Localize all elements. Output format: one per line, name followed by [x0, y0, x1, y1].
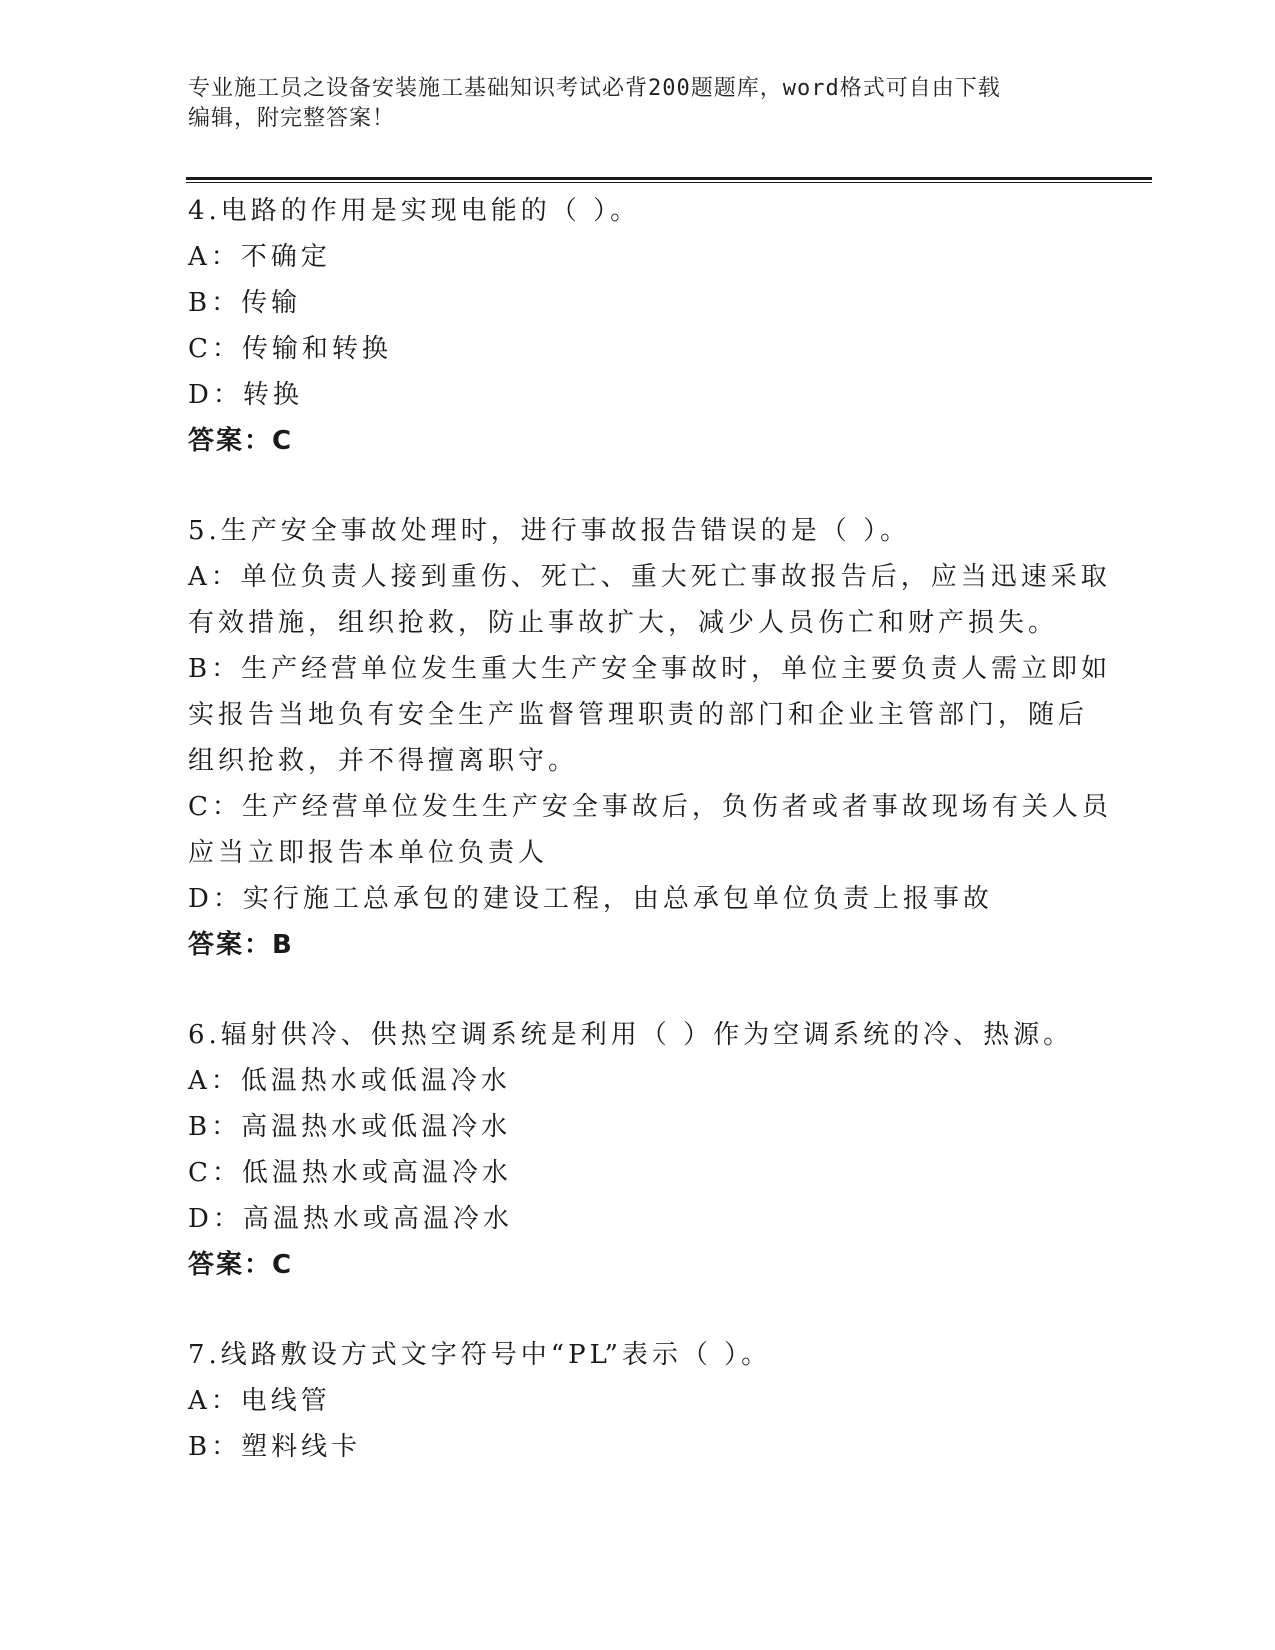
option-line: C：传输和转换 — [188, 334, 392, 364]
answer-line: 答案：C — [188, 1250, 294, 1280]
option-line: D：实行施工总承包的建设工程，由总承包单位负责上报事故 — [188, 884, 993, 914]
question-block — [188, 188, 1088, 508]
question-list — [188, 188, 1112, 1470]
option-line: 实报告当地负有安全生产监督管理职责的部门和企业主管部门，随后 — [188, 700, 1089, 730]
question-block — [188, 508, 1112, 1012]
header-line-2: 编辑，附完整答案！ — [188, 106, 396, 131]
header-line-1: 专业施工员之设备安装施工基础知识考试必背200题题库，word格式可自由下载 — [188, 76, 1001, 101]
question-block — [188, 1332, 1088, 1470]
question-spacer — [188, 968, 1088, 1012]
question-spacer — [188, 464, 1088, 508]
header-rule-thick — [186, 177, 1152, 180]
option-line: 应当立即报告本单位负责人 — [188, 838, 549, 868]
option-line: D：转换 — [188, 380, 303, 410]
option-line: B：生产经营单位发生重大生产安全事故时，单位主要负责人需立即如 — [188, 654, 1112, 684]
question-stem: 4.电路的作用是实现电能的（ ）。 — [188, 196, 641, 226]
option-line: C：低温热水或高温冷水 — [188, 1158, 512, 1188]
option-line: A：电线管 — [188, 1386, 331, 1416]
option-line: A：不确定 — [188, 242, 331, 272]
option-line: 组织抢救，并不得擅离职守。 — [188, 746, 579, 776]
option-line: 有效措施，组织抢救，防止事故扩大，减少人员伤亡和财产损失。 — [188, 608, 1059, 638]
document-header — [188, 74, 1068, 134]
question-stem: 7.线路敷设方式文字符号中“PL”表示（ ）。 — [188, 1340, 772, 1370]
option-line: B：传输 — [188, 288, 302, 318]
option-line: D：高温热水或高温冷水 — [188, 1204, 513, 1234]
option-line: B：高温热水或低温冷水 — [188, 1112, 512, 1142]
answer-line: 答案：C — [188, 426, 294, 456]
answer-line: 答案：B — [188, 930, 294, 960]
question-spacer — [188, 1288, 1088, 1332]
option-line: A：低温热水或低温冷水 — [188, 1066, 511, 1096]
option-line: C：生产经营单位发生生产安全事故后，负伤者或者事故现场有关人员 — [188, 792, 1112, 822]
header-rule-thin — [186, 182, 1152, 183]
question-stem: 5.生产安全事故处理时，进行事故报告错误的是（ ）。 — [188, 516, 911, 546]
question-block — [188, 1012, 1088, 1332]
option-line: A：单位负责人接到重伤、死亡、重大死亡事故报告后，应当迅速采取 — [188, 562, 1111, 592]
option-line: B：塑料线卡 — [188, 1432, 362, 1462]
question-stem: 6.辐射供冷、供热空调系统是利用（ ）作为空调系统的冷、热源。 — [188, 1020, 1074, 1050]
